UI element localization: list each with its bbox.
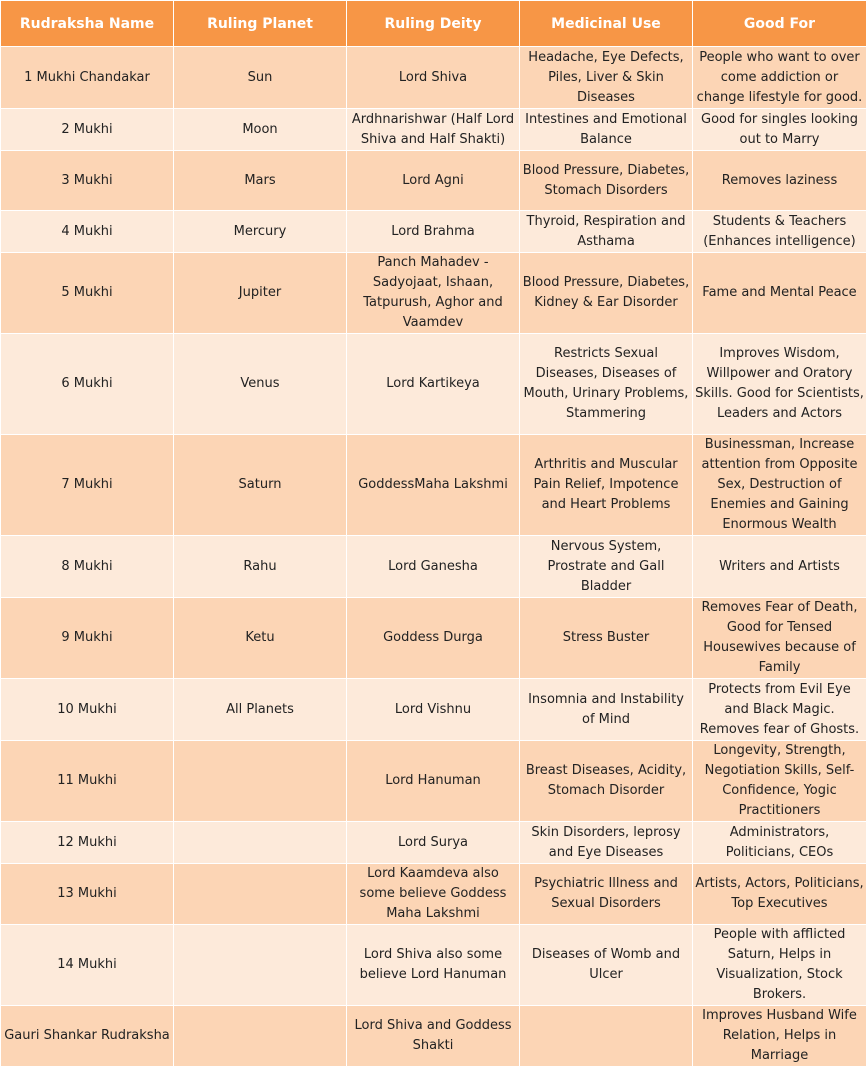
table-row — [1, 109, 866, 151]
cell-deity: Lord Vishnu — [347, 679, 520, 741]
cell-medicinal-use: Skin Disorders, leprosy and Eye Diseases — [520, 822, 693, 864]
cell-planet — [174, 741, 347, 822]
cell-name: 2 Mukhi — [1, 109, 174, 151]
cell-planet: Mercury — [174, 211, 347, 253]
cell-name: 1 Mukhi Chandakar — [1, 47, 174, 109]
header-deity: Ruling Deity — [347, 1, 520, 47]
cell-medicinal-use — [520, 1006, 693, 1067]
header-medicinal-use: Medicinal Use — [520, 1, 693, 47]
cell-medicinal-use: Restricts Sexual Diseases, Diseases of Mouth, Urinary Problems, Stammering — [520, 334, 693, 435]
cell-good-for: Improves Wisdom, Willpower and Oratory Skills. Good for Scientists, Leaders and Actors — [693, 334, 866, 435]
table-row — [1, 822, 866, 864]
cell-planet: Moon — [174, 109, 347, 151]
cell-name: 14 Mukhi — [1, 925, 174, 1006]
cell-good-for: Writers and Artists — [693, 536, 866, 598]
cell-name: 4 Mukhi — [1, 211, 174, 253]
cell-good-for: Improves Husband Wife Relation, Helps in Marriage — [693, 1006, 866, 1067]
table-row — [1, 253, 866, 334]
cell-planet: All Planets — [174, 679, 347, 741]
cell-planet: Rahu — [174, 536, 347, 598]
cell-good-for: Protects from Evil Eye and Black Magic. Removes fear of Ghosts. — [693, 679, 866, 741]
cell-planet: Saturn — [174, 435, 347, 536]
table-row — [1, 47, 866, 109]
cell-deity: Panch Mahadev - Sadyojaat, Ishaan, Tatpurush, Aghor and Vaamdev — [347, 253, 520, 334]
cell-name: 10 Mukhi — [1, 679, 174, 741]
cell-medicinal-use: Stress Buster — [520, 598, 693, 679]
table-row — [1, 741, 866, 822]
cell-name: 6 Mukhi — [1, 334, 174, 435]
cell-name: 8 Mukhi — [1, 536, 174, 598]
cell-name: 11 Mukhi — [1, 741, 174, 822]
cell-medicinal-use: Arthritis and Muscular Pain Relief, Impotence and Heart Problems — [520, 435, 693, 536]
cell-deity: Goddess Durga — [347, 598, 520, 679]
cell-medicinal-use: Blood Pressure, Diabetes, Kidney & Ear Disorder — [520, 253, 693, 334]
cell-good-for: Fame and Mental Peace — [693, 253, 866, 334]
cell-medicinal-use: Thyroid, Respiration and Asthama — [520, 211, 693, 253]
cell-planet: Jupiter — [174, 253, 347, 334]
cell-good-for: Longevity, Strength, Negotiation Skills, Self-Confidence, Yogic Practitioners — [693, 741, 866, 822]
cell-deity: Lord Surya — [347, 822, 520, 864]
cell-deity: Lord Hanuman — [347, 741, 520, 822]
table-row — [1, 435, 866, 536]
cell-deity: Lord Shiva — [347, 47, 520, 109]
cell-planet: Ketu — [174, 598, 347, 679]
cell-good-for: People with afflicted Saturn, Helps in Visualization, Stock Brokers. — [693, 925, 866, 1006]
table-body — [1, 47, 866, 1067]
cell-deity: Lord Kaamdeva also some believe Goddess Maha Lakshmi — [347, 864, 520, 925]
cell-good-for: Students & Teachers (Enhances intelligence) — [693, 211, 866, 253]
cell-name: 12 Mukhi — [1, 822, 174, 864]
cell-good-for: Removes laziness — [693, 151, 866, 211]
cell-name: 5 Mukhi — [1, 253, 174, 334]
cell-deity: Ardhnarishwar (Half Lord Shiva and Half Shakti) — [347, 109, 520, 151]
cell-deity: Lord Ganesha — [347, 536, 520, 598]
cell-good-for: Businessman, Increase attention from Opposite Sex, Destruction of Enemies and Gaining Enormous Wealth — [693, 435, 866, 536]
cell-medicinal-use: Psychiatric Illness and Sexual Disorders — [520, 864, 693, 925]
cell-deity: Lord Agni — [347, 151, 520, 211]
table-row — [1, 1006, 866, 1067]
cell-medicinal-use: Headache, Eye Defects, Piles, Liver & Skin Diseases — [520, 47, 693, 109]
cell-deity: Lord Shiva and Goddess Shakti — [347, 1006, 520, 1067]
cell-planet: Sun — [174, 47, 347, 109]
cell-name: 9 Mukhi — [1, 598, 174, 679]
cell-planet — [174, 864, 347, 925]
cell-planet: Mars — [174, 151, 347, 211]
table-row — [1, 925, 866, 1006]
cell-medicinal-use: Breast Diseases, Acidity, Stomach Disorder — [520, 741, 693, 822]
cell-deity: Lord Kartikeya — [347, 334, 520, 435]
cell-good-for: Removes Fear of Death, Good for Tensed Housewives because of Family — [693, 598, 866, 679]
header-row — [1, 1, 866, 47]
table-row — [1, 679, 866, 741]
cell-medicinal-use: Diseases of Womb and Ulcer — [520, 925, 693, 1006]
cell-planet — [174, 822, 347, 864]
header-name: Rudraksha Name — [1, 1, 174, 47]
header-planet: Ruling Planet — [174, 1, 347, 47]
cell-name: 7 Mukhi — [1, 435, 174, 536]
cell-planet: Venus — [174, 334, 347, 435]
cell-planet — [174, 1006, 347, 1067]
table-row — [1, 211, 866, 253]
cell-deity: GoddessMaha Lakshmi — [347, 435, 520, 536]
cell-good-for: Good for singles looking out to Marry — [693, 109, 866, 151]
cell-name: 13 Mukhi — [1, 864, 174, 925]
cell-deity: Lord Shiva also some believe Lord Hanuman — [347, 925, 520, 1006]
table-row — [1, 864, 866, 925]
cell-planet — [174, 925, 347, 1006]
cell-name: 3 Mukhi — [1, 151, 174, 211]
cell-name: Gauri Shankar Rudraksha — [1, 1006, 174, 1067]
cell-medicinal-use: Nervous System, Prostrate and Gall Bladder — [520, 536, 693, 598]
cell-medicinal-use: Intestines and Emotional Balance — [520, 109, 693, 151]
cell-deity: Lord Brahma — [347, 211, 520, 253]
table-row — [1, 598, 866, 679]
table-row — [1, 536, 866, 598]
cell-medicinal-use: Insomnia and Instability of Mind — [520, 679, 693, 741]
table-row — [1, 151, 866, 211]
cell-good-for: Artists, Actors, Politicians, Top Executives — [693, 864, 866, 925]
table-row — [1, 334, 866, 435]
cell-good-for: Administrators, Politicians, CEOs — [693, 822, 866, 864]
header-good-for: Good For — [693, 1, 866, 47]
cell-medicinal-use: Blood Pressure, Diabetes, Stomach Disorders — [520, 151, 693, 211]
cell-good-for: People who want to over come addiction or change lifestyle for good. — [693, 47, 866, 109]
